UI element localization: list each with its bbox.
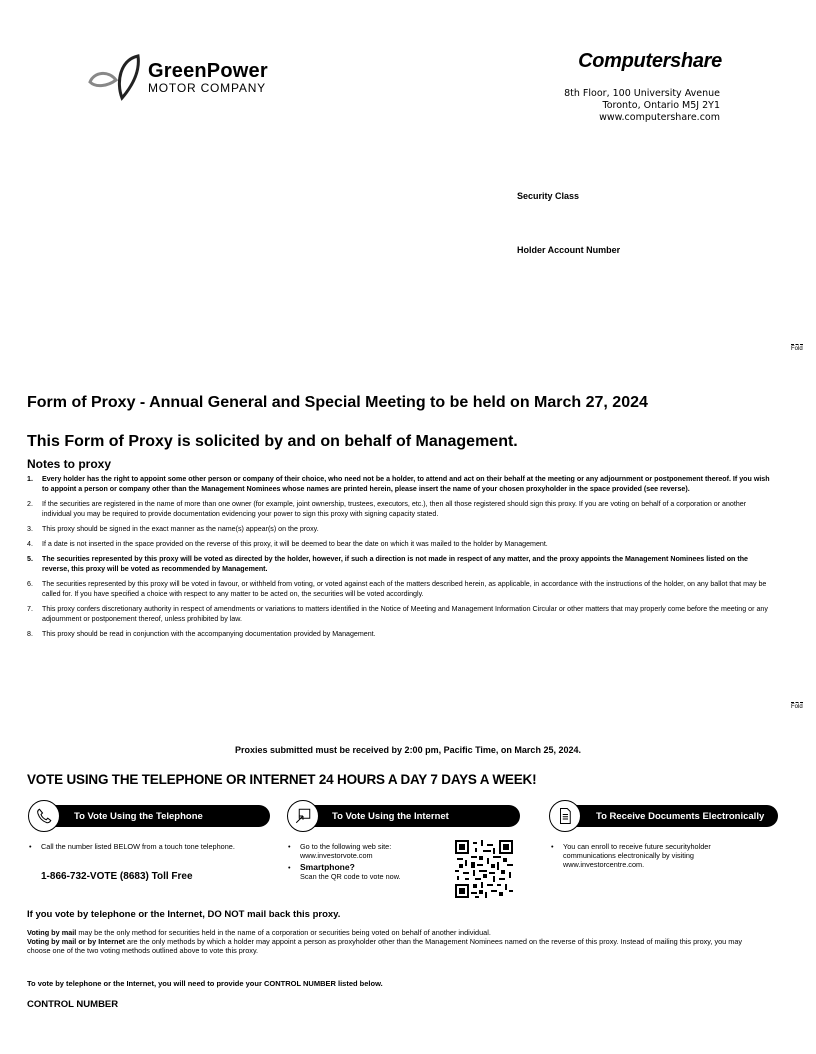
- control-number-label: CONTROL NUMBER: [27, 999, 119, 1010]
- computershare-logo: Computershare: [578, 50, 722, 72]
- address-line: 8th Floor, 100 University Avenue: [564, 88, 720, 99]
- internet-instructions: [288, 842, 448, 881]
- telephone-instructions: [29, 842, 239, 851]
- qr-code-icon[interactable]: [455, 840, 513, 898]
- address-line: www.computershare.com: [599, 112, 720, 123]
- deadline-text: Proxies submitted must be received by 2:00 pm, Pacific Time, on March 25, 2024.: [235, 745, 581, 755]
- investorvote-link[interactable]: www.investorvote.com: [300, 851, 373, 860]
- document-icon: [549, 800, 581, 832]
- note-item: 7. This proxy confers discretionary authority in respect of amendments or variations to matters identified in the Notice of Meeting and Management Information Circular or other matters that may properly come before the meeting or any adjournment or postponement thereof, unless prohibited by law.: [27, 605, 768, 623]
- holder-account-label: Holder Account Number: [517, 245, 621, 255]
- greenpower-logo: [86, 52, 268, 102]
- internet-bullet: • Go to the following web site: www.investorvote.com: [288, 842, 448, 860]
- electronic-header: [562, 805, 778, 827]
- computershare-address: [564, 88, 720, 124]
- address-line: Toronto, Ontario M5J 2Y1: [602, 100, 720, 111]
- phone-icon: [28, 800, 60, 832]
- fold-mark: Fold: [791, 346, 803, 352]
- notes-list: [27, 474, 775, 644]
- electronic-title: To Receive Documents Electronically: [596, 810, 765, 822]
- telephone-bullet: • Call the number listed BELOW from a touch tone telephone.: [29, 842, 239, 851]
- smartphone-bullet: • Smartphone? Scan the QR code to vote now.: [288, 863, 448, 881]
- security-class-label: Security Class: [517, 191, 580, 201]
- telephone-header: [40, 805, 270, 827]
- note-item: 6. The securities represented by this proxy will be voted in favour, or withheld from voting, or voted against each of the matters described herein, as applicable, in accordance with the instructions of the holder, on any ballot that may be called for. If you have specified a choice with respect to any matter to be acted on, the securities will be voted accordingly.: [27, 580, 767, 598]
- note-item: 5. The securities represented by this proxy will be voted as directed by the holder, however, if such a direction is not made in respect of any matter, and the proxy appoints the Management Nominees listed on the reverse, this proxy will be voted as recommended by Management.: [27, 555, 749, 573]
- mail-paragraph: Voting by mail may be the only method for securities held in the name of a corporation or securities being voted on behalf of another individual. Voting by mail or by Internet are the only methods by which a holder may appoint a person as proxyholder other than the Management Nominees named on the reverse of this proxy. Instead of mailing this proxy, you may choose one of the two voting methods outlined above to vote this proxy.: [27, 928, 743, 955]
- internet-icon: [287, 800, 319, 832]
- vote-heading: VOTE USING THE TELEPHONE OR INTERNET 24 HOURS A DAY 7 DAYS A WEEK!: [27, 772, 537, 787]
- form-title: Form of Proxy - Annual General and Special Meeting to be held on March 27, 2024: [27, 394, 648, 411]
- greenpower-name: GreenPower: [148, 59, 268, 82]
- note-item: 2. If the securities are registered in the name of more than one owner (for example, joint ownership, trustees, executors, etc.), then all those registered should sign this proxy. If you are voting on behalf of a corporation or another individual you may be required to provide documentation evidencing your power to sign this proxy with signing capacity stated.: [27, 500, 747, 518]
- note-item: 3. This proxy should be signed in the exact manner as the name(s) appear(s) on the proxy.: [27, 525, 319, 533]
- note-item: 8. This proxy should be read in conjunction with the accompanying documentation provided by Management.: [27, 630, 376, 638]
- control-instructions: To vote by telephone or the Internet, you will need to provide your CONTROL NUMBER listed below.: [27, 979, 383, 988]
- internet-title: To Vote Using the Internet: [332, 810, 449, 822]
- electronic-bullet: • You can enroll to receive future securityholder communications electronically by visiting www.investorcentre.com.: [551, 842, 751, 869]
- notes-title: Notes to proxy: [27, 457, 112, 471]
- note-item: 4. If a date is not inserted in the space provided on the reverse of this proxy, it will be deemed to bear the date on which it was mailed to the holder by Management.: [27, 540, 548, 548]
- warning-text: If you vote by telephone or the Internet, DO NOT mail back this proxy.: [27, 909, 341, 920]
- internet-header: [300, 805, 520, 827]
- note-item: 1. Every holder has the right to appoint some other person or company of their choice, who need not be a holder, to attend and act on their behalf at the meeting or any adjournment or postponement thereof. If you wish to appoint a person or company other than the Management Nominees whose names are printed herein, please insert the name of your chosen proxyholder in the space provided (see reverse).: [27, 475, 770, 493]
- solicited-heading: This Form of Proxy is solicited by and on behalf of Management.: [27, 433, 518, 450]
- fold-mark: Fold: [791, 704, 803, 710]
- telephone-number: 1-866-732-VOTE (8683) Toll Free: [41, 871, 193, 882]
- greenpower-subtitle: MOTOR COMPANY: [148, 80, 266, 95]
- electronic-instructions: [551, 842, 751, 869]
- telephone-title: To Vote Using the Telephone: [74, 810, 203, 822]
- greenpower-leaf-icon: [86, 52, 144, 102]
